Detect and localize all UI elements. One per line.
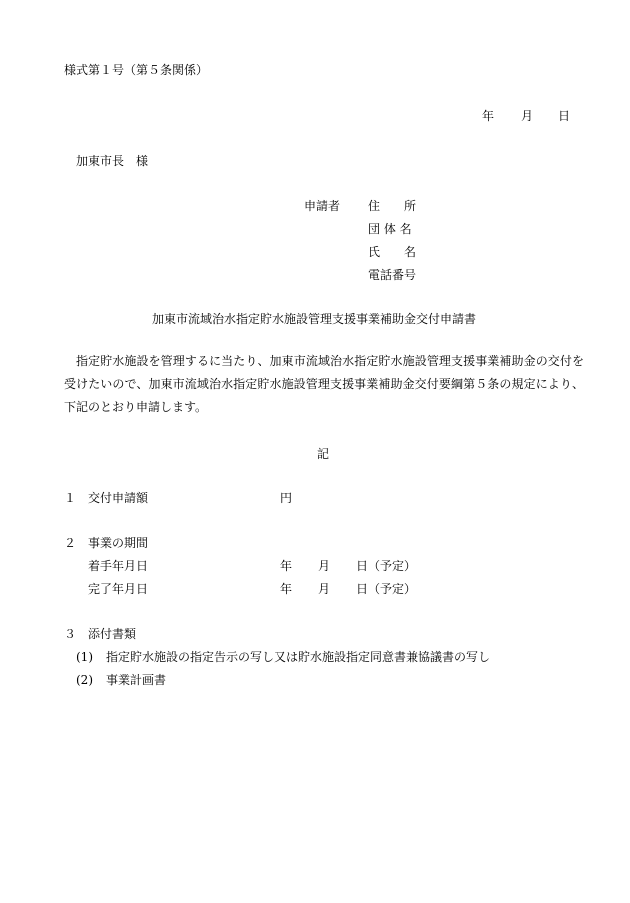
organization-label: 団 体 名 — [368, 222, 412, 236]
section1-label: 交付申請額 — [88, 491, 149, 505]
date-day-label: 日 — [558, 109, 571, 123]
attachment-item-number: (2) — [76, 673, 93, 687]
date-month-label: 月 — [521, 109, 534, 123]
applicant-label: 申請者 — [304, 199, 341, 213]
phone-label: 電話番号 — [368, 268, 417, 282]
end-date-label: 完了年月日 — [88, 582, 149, 596]
attachment-item-text: 指定貯水施設の指定告示の写し又は貯水施設指定同意書兼協議書の写し — [106, 650, 491, 664]
start-date-label: 着手年月日 — [88, 559, 149, 573]
end-month-label: 月 — [318, 582, 331, 596]
section1-unit: 円 — [280, 491, 293, 505]
body-paragraph: 指定貯水施設を管理するに当たり、加東市流域治水指定貯水施設管理支援事業補助金の交付を受けたいので、加東市流域治水指定貯水施設管理支援事業補助金交付要綱第５条の規定により、下記のとおり申請します。 — [64, 354, 584, 414]
document-title: 加東市流域治水指定貯水施設管理支援事業補助金交付申請書 — [152, 312, 477, 326]
section2-number: ２ — [64, 536, 77, 550]
end-year-label: 年 — [280, 582, 293, 596]
addressee: 加東市長 様 — [76, 154, 149, 168]
start-month-label: 月 — [318, 559, 331, 573]
date-year-label: 年 — [482, 109, 495, 123]
section2-label: 事業の期間 — [88, 536, 149, 550]
start-year-label: 年 — [280, 559, 293, 573]
attachment-item-number: (1) — [76, 650, 93, 664]
section3-label: 添付書類 — [88, 627, 137, 641]
attachment-item-text: 事業計画書 — [106, 673, 167, 687]
section1-number: １ — [64, 491, 77, 505]
name-label: 氏 名 — [368, 245, 417, 259]
address-label: 住 所 — [368, 199, 417, 213]
end-day-label: 日（予定） — [356, 582, 417, 596]
section3-number: ３ — [64, 627, 77, 641]
start-day-label: 日（予定） — [356, 559, 417, 573]
form-number: 様式第１号（第５条関係） — [64, 63, 209, 77]
ki-label: 記 — [317, 447, 330, 461]
